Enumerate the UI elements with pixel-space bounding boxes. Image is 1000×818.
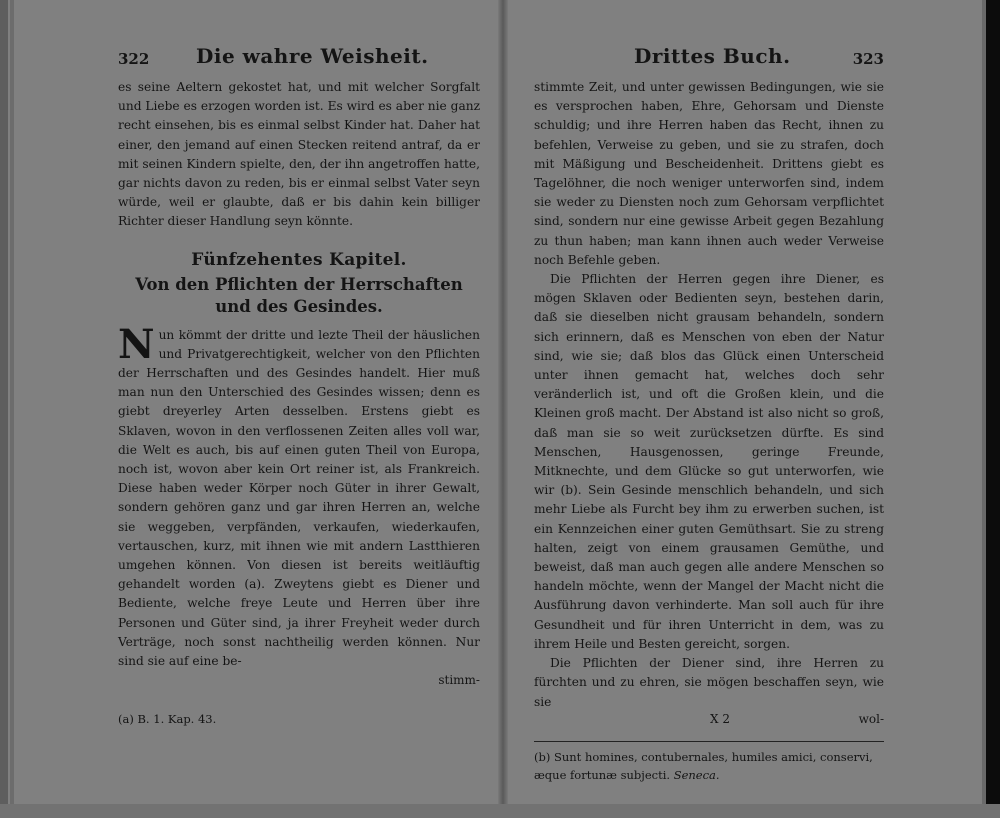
right-page bbox=[534, 44, 884, 784]
right-running-head bbox=[534, 44, 884, 72]
book-gutter bbox=[498, 0, 508, 818]
right-catchword: wol- bbox=[858, 711, 884, 726]
left-page bbox=[118, 44, 480, 726]
right-catch-line bbox=[534, 712, 884, 731]
right-text-block bbox=[534, 78, 884, 731]
chapter-subtitle: Von den Pflichten der Herrschaften und des Gesindes. bbox=[135, 274, 463, 316]
left-running-title: Die wahre Weisheit. bbox=[196, 44, 429, 68]
right-page-number: 323 bbox=[852, 50, 884, 68]
bottom-edge bbox=[0, 804, 1000, 818]
signature-mark: X 2 bbox=[710, 711, 730, 726]
left-footnote: (a) B. 1. Kap. 43. bbox=[118, 712, 217, 726]
left-paragraph-2 bbox=[118, 320, 480, 672]
right-running-title: Drittes Buch. bbox=[634, 44, 791, 68]
left-page-edge bbox=[0, 0, 8, 818]
left-page-edge-inner bbox=[10, 0, 14, 818]
right-page-edge bbox=[986, 0, 1000, 818]
left-page-number: 322 bbox=[118, 50, 150, 68]
left-paragraph-2-text: un kömmt der dritte und lezte Theil der häuslichen und Privatgerechtigkeit, welcher von den Pflichten der Herrschaften und des Gesindes handelt. Hier muß man nun den Unterschied des Gesindes wissen; denn es giebt dreyerley Arten desselben. Erstens giebt es Sklaven, wovon in den verflossenen Zeiten alles voll war, die Welt es auch, bis auf einen guten Theil von Europa, noch ist, wovon aber kein Ort reiner ist, als Frankreich. Diese haben weder Körper noch Güter in ihrer Gewalt, sondern gehören ganz und gar ihren Herren an, welche sie weggeben, verpfänden, verkaufen, wiederkaufen, vertauschen, kurz, mit ihnen wie mit andern Lastthieren umgehen können. Von diesen ist bereits weitläuftig gehandelt worden (a). Zweytens giebt es Diener und Bediente, welche freye Leute und Herren über ihre Personen und Güter sind, ja ihrer Freyheit weder durch Verträge, noch sonst nachtheilig werden können. Nur sind sie auf eine be- bbox=[118, 327, 480, 669]
right-footnote-text: (b) Sunt homines, contubernales, humiles amici, conservi, æque fortunæ subjecti. bbox=[534, 749, 873, 782]
drop-cap: N bbox=[118, 320, 155, 368]
left-catchword: stimm- bbox=[438, 673, 480, 688]
footnote-rule bbox=[534, 741, 884, 742]
chapter-title: Fünfzehentes Kapitel. bbox=[191, 249, 407, 270]
right-footnote-source: Seneca. bbox=[673, 767, 720, 782]
left-text-block bbox=[118, 78, 480, 687]
right-paragraph-3: Die Pflichten der Diener sind, ihre Herren zu fürchten und zu ehren, sie mögen beschaffen seyn, wie sie bbox=[534, 656, 884, 709]
right-footnote bbox=[534, 748, 884, 784]
left-paragraph-1: es seine Aeltern gekostet hat, und mit welcher Sorgfalt und Liebe es erzogen worden ist. Es wird es aber nie ganz recht einsehen, bis es einmal selbst Kinder hat. Daher hat einer, den jemand auf einen Stecken reitend antraf, da er mit seinen Kindern spielte, den, der ihn angetroffen hatte, gar nichts davon zu reden, bis er einmal selbst Vater seyn würde, weil er glaubte, daß er bis dahin kein billiger Richter dieser Handlung seyn könnte. bbox=[118, 80, 480, 229]
right-paragraph-1: stimmte Zeit, und unter gewissen Bedingungen, wie sie es versprochen haben, Ehre, Gehorsam und Dienste schuldig; und ihre Herren haben das Recht, ihnen zu befehlen, Verweise zu geben, und sie zu strafen, doch mit Mäßigung und Bescheidenheit. Drittens giebt es Tagelöhner, die noch weniger unterworfen sind, indem sie weder zu Diensten noch zum Gehorsam verpflichtet sind, sondern nur eine gewisse Arbeit gegen Bezahlung zu thun haben; man kann ihnen auch weder Verweise noch Befehle geben. bbox=[534, 80, 884, 267]
left-running-head bbox=[118, 44, 480, 72]
right-paragraph-2: Die Pflichten der Herren gegen ihre Diener, es mögen Sklaven oder Bedienten seyn, bestehen darin, daß sie dieselben nicht grausam behandeln, sondern sich erinnern, daß es Menschen von eben der Natur sind, wie sie; daß blos das Glück einen Unterscheid unter ihnen gemacht hat, welches doch sehr veränderlich ist, und oft die Großen klein, und die Kleinen groß macht. Der Abstand ist also nicht so groß, daß man sie so weit zurücksetzen dürfte. Es sind Menschen, Hausgenossen, geringe Freunde, Mitknechte, und dem Glücke so gut unterworfen, wie wir (b). Sein Gesinde menschlich behandeln, und sich mehr Liebe als Furcht bey ihm zu erwerben suchen, ist ein Kennzeichen einer guten Gemüthsart. Sie zu streng halten, zeigt von einem grausamen Gemüthe, und beweist, daß man auch gegen alle andere Menschen so handeln möchte, wenn der Mangel der Macht nicht die Ausführung davon verhinderte. Man soll auch für ihre Gesundheit und für ihren Unterricht in dem, was zu ihrem Heile und Besten gereicht, sorgen. bbox=[534, 272, 884, 651]
